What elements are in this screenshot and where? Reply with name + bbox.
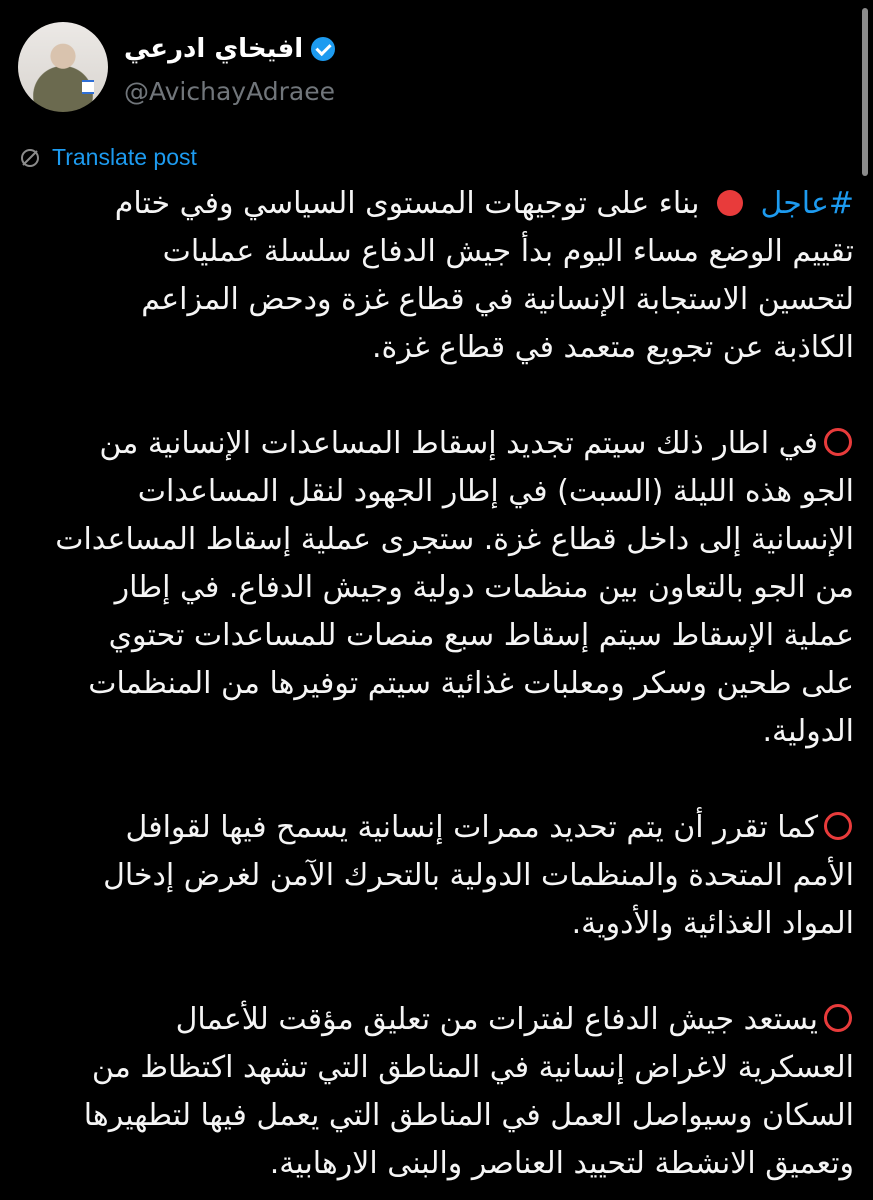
avatar[interactable] [18, 22, 108, 112]
translate-post-link[interactable] [18, 144, 197, 171]
post-line: الأمم المتحدة والمنظمات الدولية بالتحرك الآمن لغرض إدخال [103, 858, 854, 893]
display-name[interactable]: افيخاي ادرعي [124, 34, 304, 64]
post-line: الجو هذه الليلة (السبت) في إطار الجهود لنقل المساعدات [137, 474, 854, 509]
scrollbar[interactable] [862, 8, 868, 176]
post-line: الكاذبة عن تجويع متعمد في قطاع غزة. [372, 330, 854, 365]
verified-badge-icon[interactable] [311, 37, 335, 61]
paragraph-gap [22, 948, 854, 996]
post-line: كما تقرر أن يتم تحديد ممرات إنسانية يسمح فيها لقوافل [22, 804, 854, 852]
hashtag-link[interactable]: #عاجل [760, 186, 854, 221]
post-line: السكان وسيواصل العمل في المناطق التي يعمل فيها لتطهيرها [83, 1098, 854, 1133]
post-line: الدولية. [762, 714, 854, 749]
red-ring-emoji-icon [824, 1004, 852, 1032]
user-handle[interactable]: @AvichayAdraee [124, 77, 335, 106]
post-line: في اطار ذلك سيتم تجديد إسقاط المساعدات الإنسانية من [22, 420, 854, 468]
translate-icon [18, 146, 42, 170]
red-circle-emoji-icon [717, 190, 743, 216]
red-ring-emoji-icon [824, 812, 852, 840]
post-header [18, 22, 818, 118]
post-line: يستعد جيش الدفاع لفترات من تعليق مؤقت للأعمال [22, 996, 854, 1044]
name-row [124, 34, 335, 64]
post-line: لتحسين الاستجابة الإنسانية في قطاع غزة ودحض المزاعم [141, 282, 854, 317]
post-line: من الجو بالتعاون بين منظمات دولية وجيش الدفاع. في إطار [114, 570, 854, 605]
post-line: وتعميق الانشطة لتحييد العناصر والبنى الارهابية. [269, 1146, 854, 1181]
post-line: الإنسانية إلى داخل قطاع غزة. ستجرى عملية إسقاط المساعدات [55, 522, 854, 557]
post-line: على طحين وسكر ومعلبات غذائية سيتم توفيرها من المنظمات [88, 666, 854, 701]
post-line: العسكرية لاغراض إنسانية في المناطق التي تشهد اكتظاظ من [91, 1050, 854, 1085]
post-line: عملية الإسقاط سيتم إسقاط سبع منصات للمساعدات تحتوي [108, 618, 854, 653]
red-ring-emoji-icon [824, 428, 852, 456]
post-line: #عاجل بناء على توجيهات المستوى السياسي وفي ختام [114, 186, 854, 221]
translate-label: Translate post [52, 144, 197, 170]
post-text [22, 180, 854, 1188]
paragraph-gap [22, 756, 854, 804]
paragraph-gap [22, 372, 854, 420]
post-line: المواد الغذائية والأدوية. [571, 906, 854, 941]
flag-patch-icon [82, 80, 94, 94]
post-line: تقييم الوضع مساء اليوم بدأ جيش الدفاع سلسلة عمليات [162, 234, 854, 269]
